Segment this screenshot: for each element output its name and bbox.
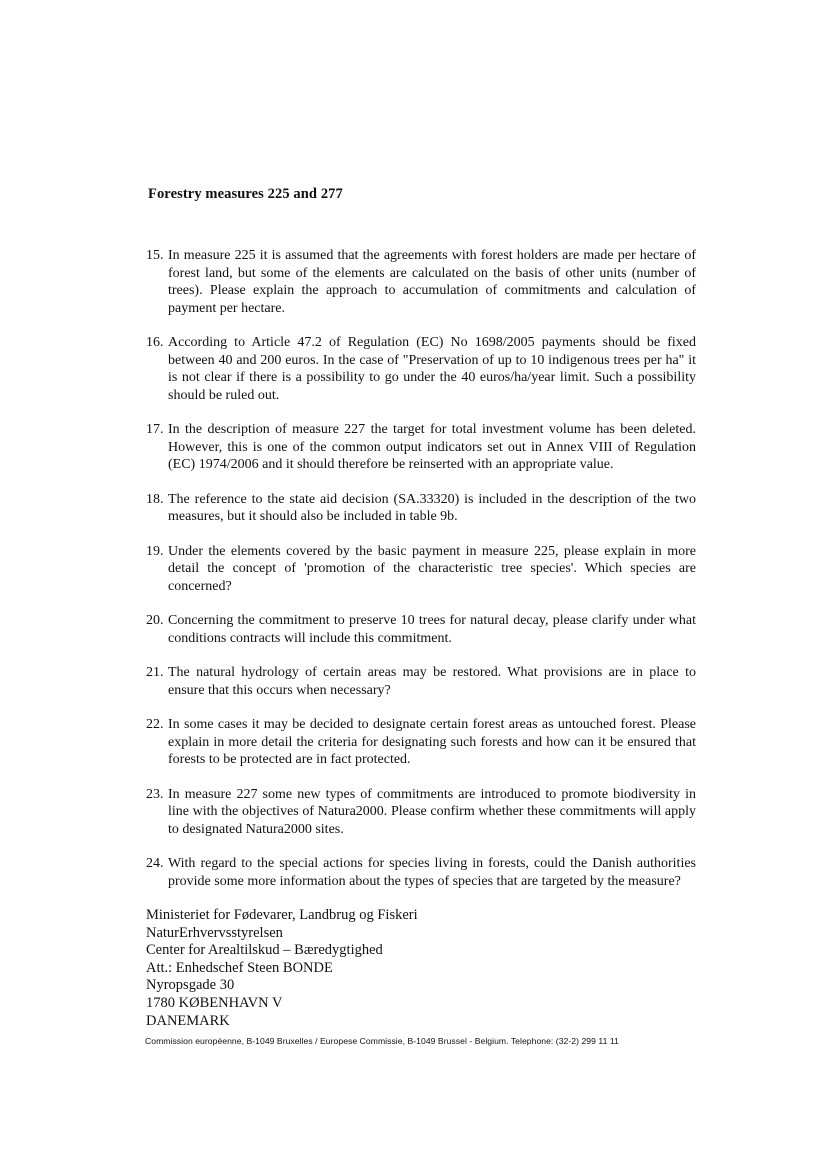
list-item bbox=[146, 786, 696, 839]
item-number: 22. bbox=[146, 717, 164, 732]
list-item bbox=[146, 855, 696, 890]
address-line: 1780 KØBENHAVN V bbox=[146, 994, 283, 1011]
item-number: 21. bbox=[146, 665, 164, 680]
list-item bbox=[146, 421, 696, 474]
list-item bbox=[146, 334, 696, 404]
item-number: 20. bbox=[146, 613, 164, 628]
item-text: Concerning the commitment to preserve 10 trees for natural decay, please clarify under what conditions contracts will include this commitment. bbox=[168, 613, 696, 646]
list-item bbox=[146, 716, 696, 769]
item-text: According to Article 47.2 of Regulation (EC) No 1698/2005 payments should be fixed between 40 and 200 euros. In the case of "Preservation of up to 10 indigenous trees per ha" it is not clear if there is a possibility to go under the 40 euros/ha/year limit. Such a possibility should be ruled out. bbox=[168, 335, 696, 403]
address-line: Center for Arealtilskud – Bæredygtighed bbox=[146, 942, 383, 959]
item-text: The natural hydrology of certain areas may be restored. What provisions are in place to ensure that this occurs when necessary? bbox=[168, 665, 696, 698]
address-line: Ministeriet for Fødevarer, Landbrug og Fiskeri bbox=[146, 907, 418, 923]
address-line: Nyropsgade 30 bbox=[146, 977, 235, 994]
item-number: 23. bbox=[146, 786, 164, 802]
item-text: With regard to the special actions for species living in forests, could the Danish authorities provide some more information about the types of species that are targeted by the measure? bbox=[168, 856, 696, 889]
item-text: In some cases it may be decided to designate certain forest areas as untouched forest. Please explain in more detail the criteria for designating such forests and how can it be ensured that forests to be protected are in fact protected. bbox=[168, 717, 696, 767]
list-item bbox=[146, 664, 696, 699]
item-number: 15. bbox=[146, 248, 164, 263]
item-number: 17. bbox=[146, 422, 164, 437]
address-line: NaturErhvervsstyrelsen bbox=[146, 924, 283, 941]
list-item bbox=[146, 543, 696, 596]
address-line: Att.: Enhedschef Steen BONDE bbox=[146, 959, 333, 976]
list-item bbox=[146, 612, 696, 647]
item-text: Under the elements covered by the basic payment in measure 225, please explain in more detail the concept of 'promotion of the characteristic tree species'. Which species are concerned? bbox=[168, 543, 696, 594]
section-title: Forestry measures 225 and 277 bbox=[148, 186, 343, 202]
item-number: 16. bbox=[146, 335, 164, 350]
item-text: In measure 227 some new types of commitments are introduced to promote biodiversity in line with the objectives of Natura2000. Please confirm whether these commitments will apply to designated Natura2000 sites. bbox=[168, 786, 696, 837]
item-number: 24. bbox=[146, 856, 164, 871]
item-text: The reference to the state aid decision (SA.33320) is included in the description of the two measures, but it should also be included in table 9b. bbox=[168, 491, 696, 524]
list-item bbox=[146, 491, 696, 526]
item-number: 19. bbox=[146, 543, 164, 559]
question-list bbox=[146, 247, 696, 907]
address-line: DANEMARK bbox=[146, 1012, 230, 1029]
recipient-address bbox=[146, 907, 418, 1030]
item-text: In the description of measure 227 the target for total investment volume has been deleted. However, this is one of the common output indicators set out in Annex VIII of Regulation (EC) 1974/2006 and it should therefore be reinserted with an appropriate value. bbox=[168, 422, 696, 472]
page-footer: Commission européenne, B-1049 Bruxelles / Europese Commissie, B-1049 Brussel - Belgium. Telephone: (32-2) 299 11 11 bbox=[145, 1036, 619, 1046]
item-number: 18. bbox=[146, 491, 164, 507]
list-item bbox=[146, 247, 696, 317]
item-text: In measure 225 it is assumed that the agreements with forest holders are made per hectare of forest land, but some of the elements are calculated on the basis of other units (number of trees). Please explain the approach to accumulation of commitments and calculation of payment per hectare. bbox=[168, 248, 696, 316]
